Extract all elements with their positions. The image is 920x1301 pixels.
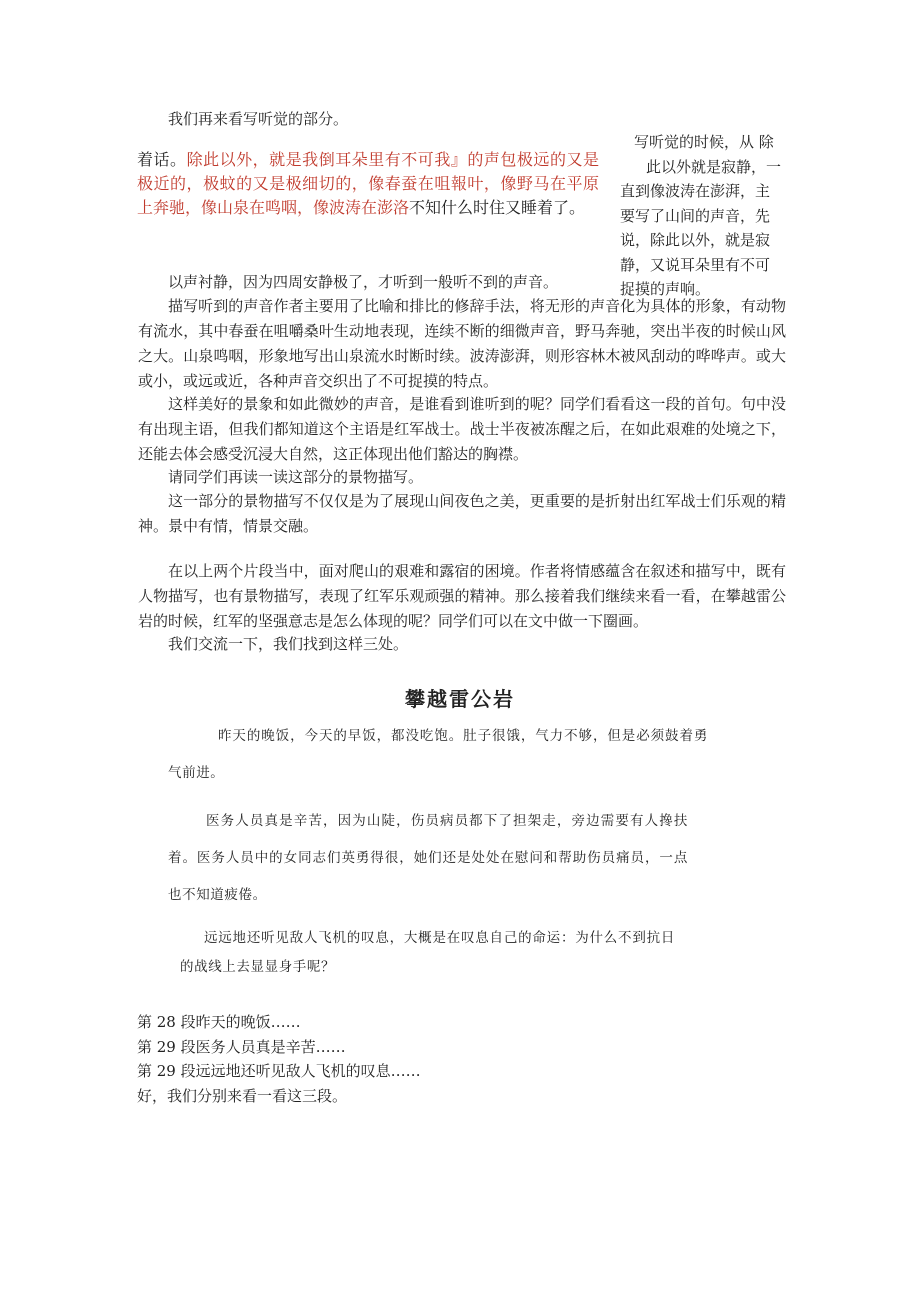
ref-line: 第 29 段远远地还听见敌人飞机的叹息…… [137,1062,421,1080]
side-note-line: 此以外就是寂静，一 [646,157,782,176]
side-note-line: 直到像波涛在澎湃，主 [620,182,771,200]
paragraph-4: 请同学们再读一读这部分的景物描写。 [168,468,424,486]
excerpt-3: 远远地还听见敌人飞机的叹息，大概是在叹息自己的命运：为什么不到抗日的战线上去显显身手呢？ [180,930,675,975]
paragraph-5: 这一部分的景物描写不仅仅是为了展现山间夜色之美，更重要的是折射出红军战士们乐观的精神。景中有情，情景交融。 [138,492,786,535]
intro-text: 我们再来看写听觉的部分。 [168,110,349,128]
paragraph-7: 我们交流一下，我们找到这样三处。 [168,635,409,653]
quoted-passage [137,148,599,220]
ref-line: 第 29 段医务人员真是辛苦…… [137,1037,346,1056]
paragraph-6: 在以上两个片段当中，面对爬山的艰难和露宿的困境。作者将情感蕴含在叙述和描写中，既有人物描写，也有景物描写，表现了红军乐观顽强的精神。那么接着我们继续来看一看，在攀越雷公岩的时候，红军的坚强意志是怎么体现的呢？同学们可以在文中做一下圈画。 [138,562,786,630]
ref-line: 好，我们分别来看一看这三段。 [137,1086,348,1105]
side-note-line: 要写了山间的声音，先 [620,206,771,225]
paragraph-1: 以声衬静，因为四周安静极了，才听到一般听不到的声音。 [168,273,559,291]
paragraph-3: 这样美好的景象和如此微妙的声音，是谁看到谁听到的呢？同学们看看这一段的首句。句中没有出现主语，但我们都知道这个主语是红军战士。战士半夜被冻醒之后，在如此艰难的处境之下，还能去体会感受沉浸大自然，这正体现出他们豁达的胸襟。 [138,395,786,463]
paragraph-refs [137,1010,421,1108]
quote-highlight: 除此以外，就是我倒耳朵里有不可我』的声包极远的又是极近的，极蚊的又是极细切的，像春蚕在咀報叶，像野马在平原上奔驰，像山泉在鸣咽，像波涛在澎洛 [137,150,599,217]
side-note-line: 捉摸的声响。 [620,280,711,298]
excerpt-2: 医务人员真是辛苦，因为山陡，伤员病员都下了担架走，旁边需要有人搀扶着。医务人员中的女同志们英勇得很，她们还是处处在慰问和帮助伤员痛员，一点也不知道疲倦。 [168,813,688,903]
excerpt-1: 昨天的晚饭，今天的早饭，都没吃饱。肚子很饿，气力不够，但是必须鼓着勇气前进。 [168,728,708,781]
ref-line: 第 28 段昨天的晚饭…… [137,1013,301,1031]
section-title: 攀越雷公岩 [405,687,515,711]
paragraph-2: 描写听到的声音作者主要用了比喻和排比的修辞手法，将无形的声音化为具体的形象，有动物有流水，其中春蚕在咀嚼桑叶生动地表现，连续不断的细微声音，野马奔驰，突出半夜的时候山风之大。山泉鸣咽，形象地写出山泉流水时断时续。波涛澎湃，则形容林木被风刮动的哗哗声。或大或小，或远或近，各种声音交织出了不可捉摸的特点。 [138,297,786,390]
quote-lead: 着话。 [137,150,187,169]
side-note-line: 说，除此以外，就是寂 [620,231,771,249]
side-note-line: 写听觉的时候，从 除 [634,133,774,151]
side-note [620,130,790,302]
quote-tail: 不知什么时住又睡着了。 [409,198,586,217]
side-note-line: 静，又说耳朵里有不可 [620,255,771,274]
